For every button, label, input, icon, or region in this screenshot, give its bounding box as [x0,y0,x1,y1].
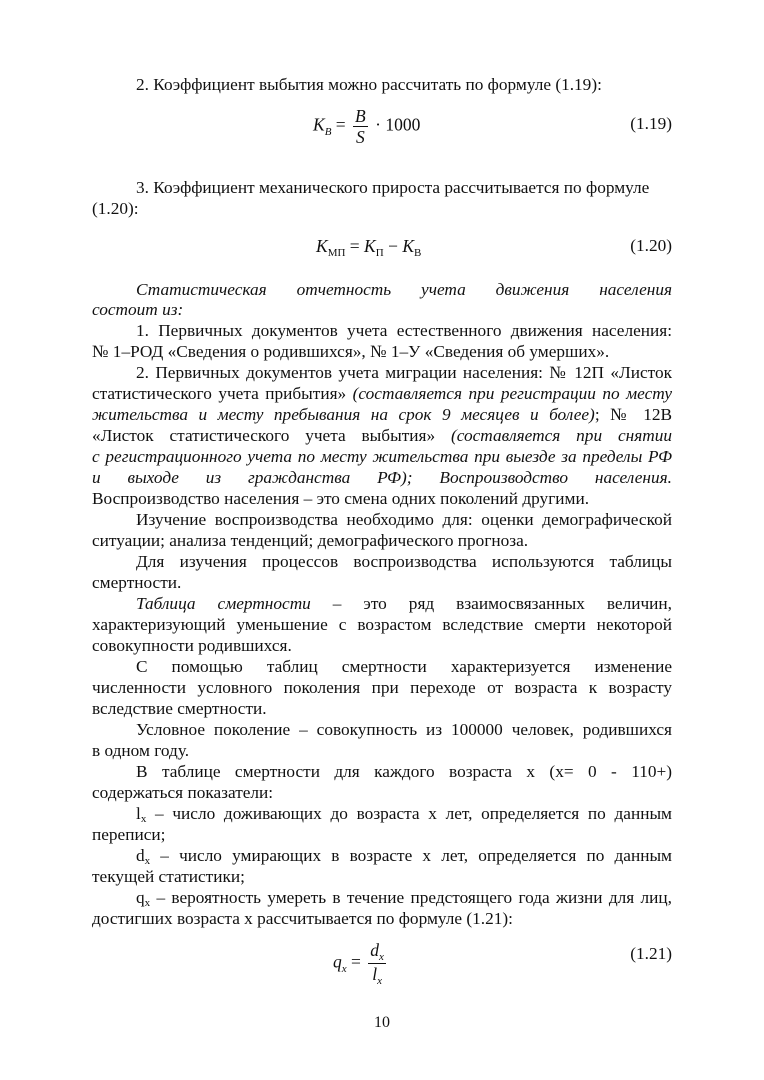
text-run: статистического учета прибытия» [92,384,347,403]
text-run: d [136,846,145,865]
paragraph-line: совокупности родившихся. [92,636,292,655]
paragraph-line: Условное поколение – совокупность из 100000 человек, родившихся [136,720,672,739]
formula-operator: = [345,236,365,256]
formula-fraction [368,940,386,987]
paragraph-line: 2. Первичных документов учета миграции населения: № 12П «Листок [136,363,672,382]
numerator-subscript: x [379,951,384,963]
paragraph-line: 1. Первичных документов учета естественного движения населения: [136,321,672,340]
paragraph-line: Воспроизводство населения – это смена одних поколений другими. [92,489,590,508]
text-subscript: x [140,813,147,825]
text-run: «Листок статистического учета выбытия» [92,426,436,445]
formula-subscript: МП [327,247,346,259]
paragraph-line [92,404,672,425]
text-subscript: x [144,897,151,909]
text-subscript: x [144,855,151,867]
equation-number: (1.20) [630,236,672,255]
paragraph-line: В таблице смертности для каждого возраста x (x= 0 - 110+) [136,762,672,781]
formula-subscript: П [375,247,384,259]
formula-operator: − [383,236,403,256]
fraction-denominator: S [353,126,368,147]
fraction-denominator [368,963,386,987]
text-run-italic: (составляется при регистрации по месту [346,384,672,403]
paragraph-line: 2. Коэффициент выбытия можно рассчитать по формуле (1.19): [136,75,602,94]
text-run-italic: жительства и месту пребывания на срок 9 месяцев и более) [92,405,595,424]
formula-symbol: K [316,236,328,256]
formula-subscript: B [324,125,332,138]
paragraph-line: в одном году. [92,741,190,760]
paragraph-line: состоит из: [92,300,184,319]
paragraph-line [136,593,672,614]
denominator-subscript: x [377,975,382,987]
paragraph-line: Изучение воспроизводства необходимо для: оценки демографической [136,510,672,529]
term-italic: Таблица смертности [136,594,311,613]
text-run: – число умирающих в возрасте x лет, определяется по данным [150,846,672,865]
paragraph-line: № 1–РОД «Сведения о родившихся», № 1–У «Сведения об умерших». [92,342,610,361]
page-number: 10 [374,1014,390,1031]
text-run: – число доживающих до возраста x лет, определяется по данным [146,804,672,823]
formula-subscript: В [414,247,422,259]
paragraph-line: переписи; [92,825,166,844]
paragraph-line: содержаться показатели: [92,783,274,802]
paragraph-line: текущей статистики; [92,867,245,886]
formula-symbol: K [313,114,325,135]
paragraph-line: Статистическая отчетность учета движения населения [136,280,672,299]
paragraph-line: смертности. [92,573,182,592]
text-run: l [136,804,141,823]
fraction-numerator: B [355,106,366,126]
formula-operator: = [331,114,351,135]
paragraph-line: с регистрационного учета по месту жительства при выезде за пределы РФ [92,447,672,466]
formula-symbol: q [333,951,342,972]
paragraph-line: С помощью таблиц смертности характеризуется изменение [136,657,672,676]
paragraph-line: и выходе из гражданства РФ); Воспроизводство населения. [92,468,672,487]
formula-fraction [353,106,368,147]
formula-1-21 [333,940,389,987]
formula-operator: = [346,951,366,972]
equation-number: (1.19) [630,114,672,133]
numerator-symbol: d [370,940,380,960]
formula-1-19 [313,106,420,147]
text-run: q [136,888,145,907]
paragraph-line [92,383,672,404]
text-run: – это ряд взаимосвязанных величин, [310,594,672,613]
paragraph-line: вследствие смертности. [92,699,267,718]
formula-symbol: K [364,236,376,256]
paragraph-line: ситуации; анализа тенденций; демографического прогноза. [92,531,529,550]
paragraph-line: Для изучения процессов воспроизводства используются таблицы [136,552,672,571]
formula-tail: · 1000 [370,114,421,135]
paragraph-line: 3. Коэффициент механического прироста рассчитывается по формуле [136,178,650,197]
fraction-numerator [368,940,386,963]
paragraph-line: достигших возраста x рассчитывается по формуле (1.21): [92,909,513,928]
paragraph-line: характеризующий уменьшение с возрастом вследствие смерти некоторой [92,615,672,634]
text-run-italic: (составляется при снятии [435,426,672,445]
formula-subscript: x [341,962,347,975]
text-run: ; № 12В [594,405,672,424]
paragraph-line: (1.20): [92,199,139,218]
paragraph-line [92,425,672,446]
text-run: – вероятность умереть в течение предстоящего года жизни для лиц, [150,888,672,907]
equation-number: (1.21) [630,944,672,963]
formula-symbol: K [402,236,414,256]
denominator-symbol: l [372,964,378,984]
paragraph-line: численности условного поколения при переходе от возраста к возрасту [92,678,672,697]
formula-1-20 [316,236,421,257]
